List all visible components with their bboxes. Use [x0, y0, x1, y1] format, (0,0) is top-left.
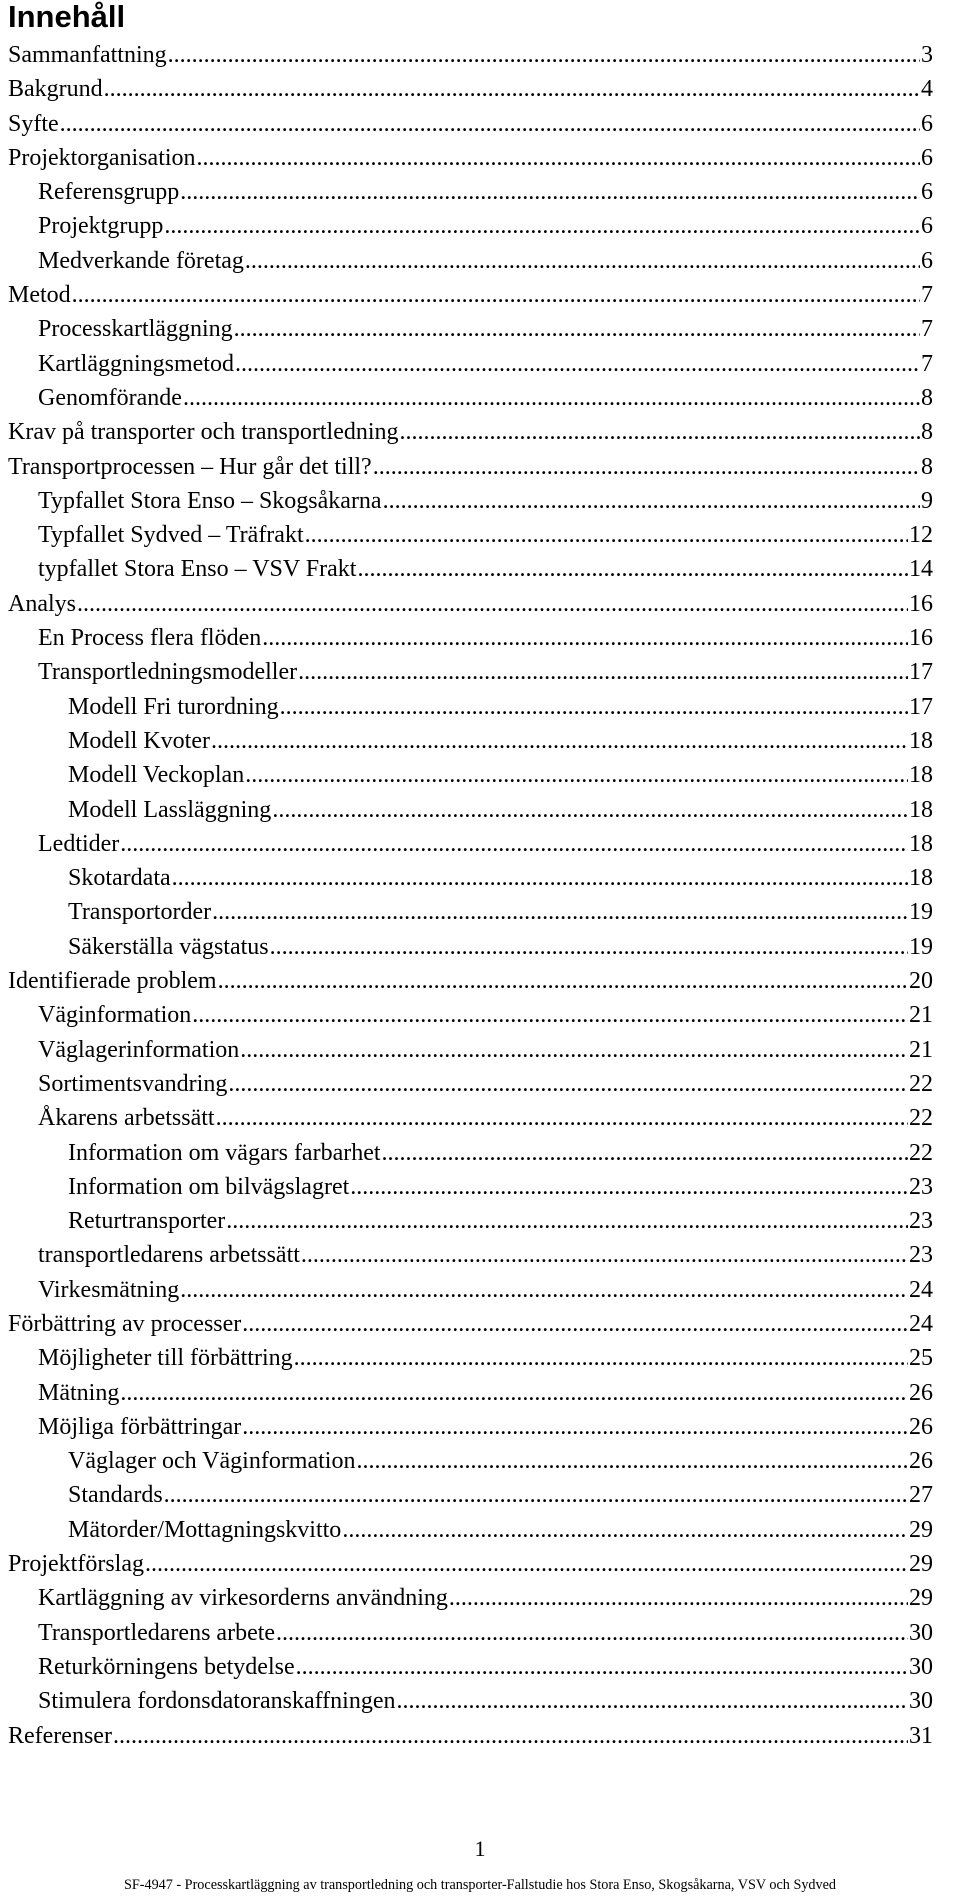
toc-entry-label: Referenser	[8, 1722, 112, 1749]
toc-entry-page-number: 6	[921, 110, 933, 137]
toc-entry-page-number: 6	[921, 179, 933, 206]
toc-entry-page-number: 22	[909, 1105, 933, 1132]
toc-entry-page-number: 17	[909, 693, 933, 720]
toc-entry-label: Projektförslag	[8, 1551, 144, 1578]
toc-entry-page-number: 22	[909, 1139, 933, 1166]
toc-entry-label: Väglager och Väginformation	[68, 1448, 356, 1475]
toc-entry[interactable]	[8, 655, 933, 689]
toc-entry[interactable]	[8, 1444, 933, 1478]
toc-entry-label: Typfallet Sydved – Träfrakt	[38, 522, 304, 549]
toc-entry-page-number: 4	[921, 76, 933, 103]
toc-entry[interactable]	[8, 312, 933, 346]
dot-leader	[113, 1719, 908, 1753]
toc-entry[interactable]	[8, 895, 933, 929]
toc-entry-label: Kartläggning av virkesorderns användning	[38, 1585, 448, 1612]
toc-entry-page-number: 23	[909, 1173, 933, 1200]
toc-entry[interactable]	[8, 621, 933, 655]
toc-entry[interactable]	[8, 1410, 933, 1444]
toc-entry-label: Möjligheter till förbättring	[38, 1345, 293, 1372]
toc-entry-page-number: 23	[909, 1242, 933, 1269]
toc-entry-label: Transportprocessen – Hur går det till?	[8, 453, 372, 480]
toc-title: Innehåll	[8, 0, 126, 34]
toc-entry-page-number: 26	[909, 1413, 933, 1440]
toc-entry-label: Säkerställa vägstatus	[68, 933, 269, 960]
toc-entry-label: Förbättring av processer	[8, 1310, 242, 1337]
dot-leader	[216, 1101, 908, 1135]
toc-entry[interactable]	[8, 484, 933, 518]
dot-leader	[228, 1067, 908, 1101]
dot-leader	[212, 895, 908, 929]
toc-entry-page-number: 29	[909, 1585, 933, 1612]
toc-entry-label: typfallet Stora Enso – VSV Frakt	[38, 556, 357, 583]
toc-entry-label: Modell Fri turordning	[68, 693, 279, 720]
toc-entry-label: Genomförande	[38, 384, 182, 411]
toc-entry[interactable]	[8, 690, 933, 724]
toc-entry-label: Information om vägars farbarhet	[68, 1139, 381, 1166]
toc-entry-label: Väginformation	[38, 1002, 192, 1029]
toc-entry[interactable]	[8, 38, 933, 72]
dot-leader	[301, 1238, 908, 1272]
toc-entry[interactable]	[8, 998, 933, 1032]
toc-entry-page-number: 8	[921, 453, 933, 480]
dot-leader	[180, 175, 920, 209]
toc-entry-page-number: 3	[921, 42, 933, 68]
toc-entry-page-number: 26	[909, 1448, 933, 1475]
toc-entry-page-number: 7	[921, 282, 933, 309]
dot-leader	[180, 1273, 908, 1307]
toc-entry-page-number: 30	[909, 1688, 933, 1715]
dot-leader	[164, 1478, 908, 1512]
toc-entry-page-number: 23	[909, 1208, 933, 1235]
toc-entry-label: Projektgrupp	[38, 213, 164, 240]
toc-entry-page-number: 18	[909, 762, 933, 789]
toc-entry[interactable]	[8, 347, 933, 381]
dot-leader	[356, 1444, 908, 1478]
toc-entry-page-number: 6	[921, 247, 933, 274]
toc-entry-page-number: 29	[909, 1551, 933, 1578]
dot-leader	[262, 621, 908, 655]
dot-leader	[449, 1581, 908, 1615]
dot-leader	[168, 38, 920, 72]
dot-leader	[234, 312, 920, 346]
toc-entry[interactable]	[8, 1101, 933, 1135]
footer-text: SF-4947 - Processkartläggning av transportledning och transporter-Fallstudie hos Stora Enso, Skogsåkarna, VSV och Sydved	[123, 1877, 837, 1893]
dot-leader	[77, 587, 908, 621]
dot-leader	[298, 655, 908, 689]
dot-leader	[226, 1204, 908, 1238]
toc-entry-label: Modell Veckoplan	[68, 762, 245, 789]
dot-leader	[104, 72, 920, 106]
toc-entry[interactable]	[8, 1341, 933, 1375]
toc-entry[interactable]	[8, 1547, 933, 1581]
toc-entry[interactable]	[8, 964, 933, 998]
toc-entry-label: Modell Kvoter	[68, 727, 210, 754]
toc-entry[interactable]	[8, 724, 933, 758]
toc-entry-label: Virkesmätning	[38, 1276, 180, 1303]
toc-entry-page-number: 18	[909, 830, 933, 857]
toc-entry[interactable]	[8, 1033, 933, 1067]
toc-entry-page-number: 20	[909, 968, 933, 995]
toc-entry[interactable]	[8, 415, 933, 449]
toc-entry[interactable]	[8, 244, 933, 278]
dot-leader	[211, 724, 908, 758]
dot-leader	[245, 758, 908, 792]
toc-entry-label: Ledtider	[38, 830, 120, 857]
toc-entry[interactable]	[8, 1238, 933, 1272]
toc-entry-label: Väglagerinformation	[38, 1036, 240, 1063]
toc-entry[interactable]	[8, 1684, 933, 1718]
toc-entry[interactable]	[8, 518, 933, 552]
dot-leader	[120, 827, 908, 861]
toc-entry[interactable]	[8, 1513, 933, 1547]
toc-entry[interactable]	[8, 1376, 933, 1410]
toc-entry[interactable]	[8, 1170, 933, 1204]
toc-entry[interactable]	[8, 1581, 933, 1615]
dot-leader	[72, 278, 920, 312]
toc-entry-label: Metod	[8, 282, 71, 309]
toc-entry-label: Modell Lassläggning	[68, 796, 272, 823]
dot-leader	[172, 861, 908, 895]
dot-leader	[240, 1033, 908, 1067]
toc-entry-page-number: 8	[921, 384, 933, 411]
dot-leader	[120, 1376, 908, 1410]
toc-entry[interactable]	[8, 1307, 933, 1341]
toc-entry-label: Processkartläggning	[38, 316, 233, 343]
toc-entry-page-number: 19	[909, 899, 933, 926]
toc-entry[interactable]	[8, 1136, 933, 1170]
toc-entry-label: Bakgrund	[8, 76, 103, 103]
dot-leader	[396, 1684, 908, 1718]
dot-leader	[145, 1547, 908, 1581]
toc-entry-page-number: 21	[909, 1002, 933, 1029]
toc-entry[interactable]	[8, 827, 933, 861]
toc-entry-label: Kartläggningsmetod	[38, 350, 234, 377]
dot-leader	[272, 793, 908, 827]
dot-leader	[357, 552, 908, 586]
dot-leader	[382, 1136, 908, 1170]
toc-entry-label: Mätning	[38, 1379, 120, 1406]
toc-entry-page-number: 12	[909, 522, 933, 549]
toc-entry-label: Typfallet Stora Enso – Skogsåkarna	[38, 487, 382, 514]
dot-leader	[164, 209, 920, 243]
dot-leader	[197, 141, 920, 175]
toc-entry-label: Stimulera fordonsdatoranskaffningen	[38, 1688, 396, 1715]
toc-entry[interactable]	[8, 1650, 933, 1684]
toc-entry[interactable]	[8, 209, 933, 243]
toc-entry[interactable]	[8, 861, 933, 895]
toc-entry-label: Medverkande företag	[38, 247, 244, 274]
toc-entry-label: Returkörningens betydelse	[38, 1653, 295, 1680]
toc-entry-page-number: 24	[909, 1310, 933, 1337]
toc-entry-label: Projektorganisation	[8, 144, 196, 171]
dot-leader	[242, 1307, 908, 1341]
toc-entry-label: Analys	[8, 590, 76, 617]
toc-entry-label: Referensgrupp	[38, 179, 180, 206]
toc-entry-page-number: 7	[921, 350, 933, 377]
toc-entry-label: Åkarens arbetssätt	[38, 1105, 215, 1132]
dot-leader	[276, 1616, 908, 1650]
toc-entry-page-number: 18	[909, 865, 933, 892]
toc-entry-page-number: 24	[909, 1276, 933, 1303]
toc-entry-page-number: 22	[909, 1070, 933, 1097]
toc-entry-label: Transportorder	[68, 899, 212, 926]
toc-entry[interactable]	[8, 930, 933, 964]
toc-entry-page-number: 25	[909, 1345, 933, 1372]
toc-entry[interactable]	[8, 450, 933, 484]
toc-entry[interactable]	[8, 1616, 933, 1650]
toc-entry[interactable]	[8, 758, 933, 792]
toc-entry[interactable]	[8, 278, 933, 312]
dot-leader	[60, 107, 920, 141]
toc-entry-page-number: 14	[909, 556, 933, 583]
dot-leader	[400, 415, 920, 449]
toc-entry[interactable]	[8, 1204, 933, 1238]
toc-entry[interactable]	[8, 72, 933, 106]
toc-entry-page-number: 27	[909, 1482, 933, 1509]
toc-entry-page-number: 6	[921, 213, 933, 240]
toc-entry[interactable]	[8, 1067, 933, 1101]
table-of-contents	[8, 38, 933, 1753]
toc-entry-label: Möjliga förbättringar	[38, 1413, 242, 1440]
toc-entry-label: Standards	[68, 1482, 163, 1509]
toc-entry-page-number: 8	[921, 419, 933, 446]
toc-entry-label: Sammanfattning	[8, 42, 167, 68]
dot-leader	[294, 1341, 908, 1375]
dot-leader	[183, 381, 920, 415]
dot-leader	[218, 964, 908, 998]
toc-entry[interactable]	[8, 793, 933, 827]
toc-entry-page-number: 16	[909, 590, 933, 617]
toc-entry-label: transportledarens arbetssätt	[38, 1242, 300, 1269]
toc-entry[interactable]	[8, 1478, 933, 1512]
dot-leader	[270, 930, 908, 964]
toc-entry-page-number: 6	[921, 144, 933, 171]
toc-entry[interactable]	[8, 381, 933, 415]
toc-entry[interactable]	[8, 552, 933, 586]
dot-leader	[280, 690, 908, 724]
toc-entry[interactable]	[8, 175, 933, 209]
toc-entry-label: Syfte	[8, 110, 59, 137]
toc-entry-page-number: 30	[909, 1619, 933, 1646]
toc-entry-label: Transportledarens arbete	[38, 1619, 276, 1646]
dot-leader	[192, 998, 908, 1032]
toc-entry-label: Identifierade problem	[8, 968, 217, 995]
toc-entry-label: Skotardata	[68, 865, 171, 892]
toc-entry-label: Returtransporter	[68, 1208, 226, 1235]
toc-entry[interactable]	[8, 141, 933, 175]
toc-entry-page-number: 16	[909, 625, 933, 652]
toc-entry[interactable]	[8, 107, 933, 141]
toc-entry-page-number: 21	[909, 1036, 933, 1063]
toc-entry-page-number: 18	[909, 796, 933, 823]
toc-entry[interactable]	[8, 587, 933, 621]
dot-leader	[383, 484, 920, 518]
page-number: 1	[474, 1836, 486, 1861]
toc-entry-page-number: 18	[909, 727, 933, 754]
dot-leader	[342, 1513, 908, 1547]
toc-entry-page-number: 26	[909, 1379, 933, 1406]
toc-entry-page-number: 31	[909, 1722, 933, 1749]
toc-entry-label: En Process flera flöden	[38, 625, 262, 652]
dot-leader	[235, 347, 920, 381]
dot-leader	[350, 1170, 908, 1204]
toc-entry-label: Mätorder/Mottagningskvitto	[68, 1516, 342, 1543]
toc-entry-page-number: 29	[909, 1516, 933, 1543]
toc-entry-page-number: 9	[921, 487, 933, 514]
toc-entry-label: Krav på transporter och transportledning	[8, 419, 399, 446]
dot-leader	[373, 450, 920, 484]
dot-leader	[305, 518, 908, 552]
toc-entry-page-number: 17	[909, 659, 933, 686]
toc-entry-page-number: 7	[921, 316, 933, 343]
toc-entry-page-number: 19	[909, 933, 933, 960]
toc-entry[interactable]	[8, 1719, 933, 1753]
dot-leader	[296, 1650, 908, 1684]
toc-entry-label: Transportledningsmodeller	[38, 659, 298, 686]
toc-entry-label: Information om bilvägslagret	[68, 1173, 350, 1200]
dot-leader	[245, 244, 920, 278]
dot-leader	[242, 1410, 908, 1444]
toc-entry-label: Sortimentsvandring	[38, 1070, 228, 1097]
toc-entry[interactable]	[8, 1273, 933, 1307]
toc-entry-page-number: 30	[909, 1653, 933, 1680]
